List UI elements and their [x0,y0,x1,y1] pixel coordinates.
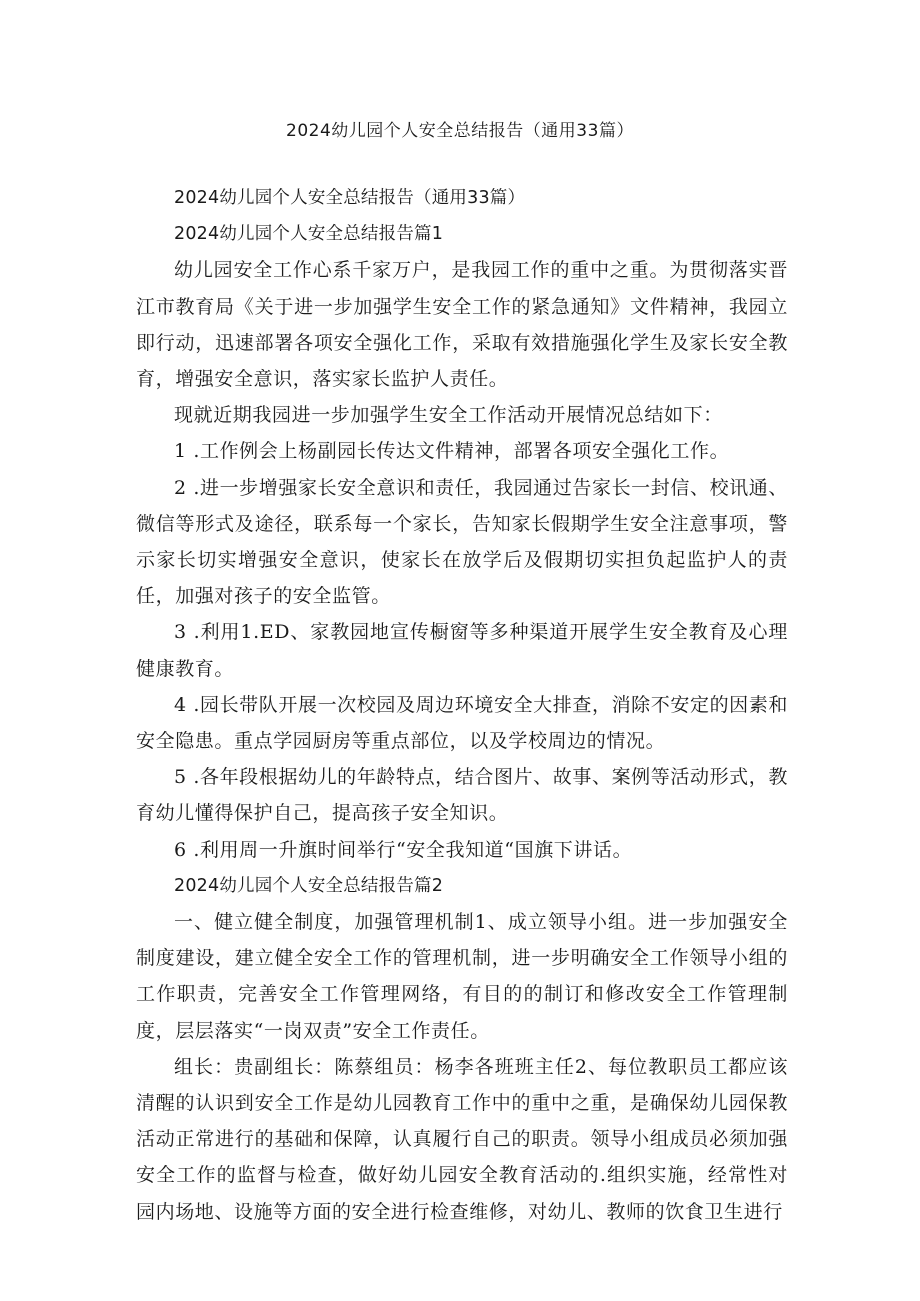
list-item-1: 1 .工作例会上杨副园长传达文件精神，部署各项安全强化工作。 [174,440,730,463]
list-item-5: 5 .各年段根据幼儿的年龄特点，结合图片、故事、案例等活动形式，教育幼儿懂得保护自己，提高孩子安全知识。 [136,766,788,825]
list-item-3: 3 .利用1.ED、家教园地宣传橱窗等多种渠道开展学生安全教育及心理健康教育。 [136,621,788,680]
paragraph-system: 一、健立健全制度，加强管理机制1、成立领导小组。进一步加强安全制度建设，建立健全安全工作的管理机制，进一步明确安全工作领导小组的工作职责，完善安全工作管理网络，有目的的制订和修改安全工作管理制度，层层落实“一岗双责”安全工作责任。 [136,911,788,1042]
subtitle-heading: 2024幼儿园个人安全总结报告（通用33篇） [174,188,526,208]
section-heading-2: 2024幼儿园个人安全总结报告篇2 [174,875,444,896]
document-body [136,180,788,1230]
list-item-4: 4 .园长带队开展一次校园及周边环境安全大排查，消除不安定的因素和安全隐患。重点学园厨房等重点部位，以及学校周边的情况。 [136,693,788,753]
section-heading-1: 2024幼儿园个人安全总结报告篇1 [174,224,444,245]
paragraph-intro: 幼儿园安全工作心系千家万户，是我园工作的重中之重。为贯彻落实晋江市教育局《关于进一步加强学生安全工作的紧急通知》文件精神，我园立即行动，迅速部署各项安全强化工作，采取有效措施强化学生及家长安全教育，增强安全意识，落实家长监护人责任。 [136,259,788,391]
document-title: 2024幼儿园个人安全总结报告（通用33篇） [286,121,634,141]
paragraph-team: 组长：贵副组长：陈蔡组员：杨李各班班主任2、每位教职员工都应该清醒的认识到安全工作是幼儿园教育工作中的重中之重，是确保幼儿园保教活动正常进行的基础和保障，认真履行自己的职责。领导小组成员必须加强安全工作的监督与检查，做好幼儿园安全教育活动的.组织实施，经常性对园内场地、设施等方面的安全进行检查维修，对幼儿、教师的饮食卫生进行 [136,1055,788,1223]
list-item-2: 2 .进一步增强家长安全意识和责任，我园通过告家长一封信、校讯通、微信等形式及途径，联系每一个家长，告知家长假期学生安全注意事项，警示家长切实增强安全意识，使家长在放学后及假期切实担负起监护人的责任，加强对孩子的安全监管。 [136,476,788,608]
paragraph-summary-lead: 现就近期我园进一步加强学生安全工作活动开展情况总结如下： [174,404,723,427]
list-item-6: 6 .利用周一升旗时间举行“安全我知道“国旗下讲话。 [174,838,633,861]
